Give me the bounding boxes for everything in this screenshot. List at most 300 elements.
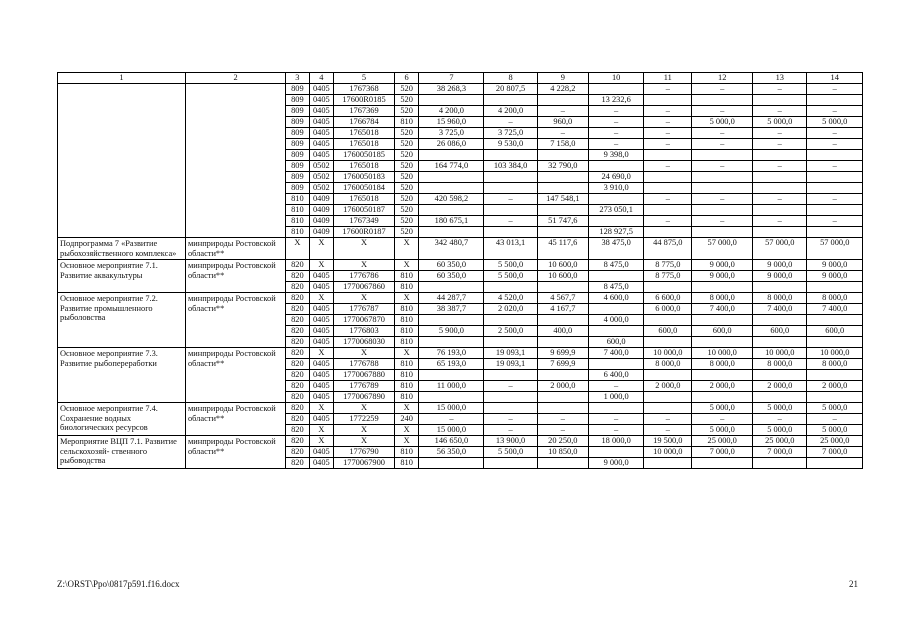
code-cell: 520 — [394, 227, 419, 238]
amount-cell — [484, 403, 537, 414]
header-cell: 12 — [692, 73, 753, 84]
header-cell: 8 — [484, 73, 537, 84]
code-cell: 810 — [394, 117, 419, 128]
table-row — [58, 436, 863, 447]
amount-cell — [537, 172, 588, 183]
code-cell: 820 — [286, 315, 309, 326]
code-cell: 17600R0185 — [334, 95, 395, 106]
amount-cell: 13 900,0 — [484, 436, 537, 447]
amount-cell: 10 600,0 — [537, 260, 588, 271]
amount-cell: – — [588, 106, 643, 117]
amount-cell — [692, 337, 753, 348]
code-cell: 810 — [394, 370, 419, 381]
executor: минприроды Ростовской области** — [185, 293, 285, 348]
code-cell: 0502 — [309, 183, 334, 194]
code-cell: 0405 — [309, 84, 334, 95]
amount-cell: 8 000,0 — [807, 293, 863, 304]
code-cell: 520 — [394, 95, 419, 106]
program-description — [58, 84, 186, 238]
amount-cell: 10 000,0 — [692, 348, 753, 359]
table-row — [58, 260, 863, 271]
amount-cell — [419, 392, 484, 403]
amount-cell — [419, 370, 484, 381]
amount-cell: 57 000,0 — [807, 238, 863, 260]
amount-cell: 600,0 — [588, 337, 643, 348]
amount-cell: – — [484, 425, 537, 436]
amount-cell — [537, 227, 588, 238]
amount-cell: 9 000,0 — [753, 260, 807, 271]
code-cell: 810 — [286, 227, 309, 238]
amount-cell — [588, 194, 643, 205]
amount-cell: 8 475,0 — [588, 260, 643, 271]
amount-cell — [807, 458, 863, 469]
amount-cell: – — [807, 414, 863, 425]
amount-cell — [644, 150, 692, 161]
code-cell: 17600R0187 — [334, 227, 395, 238]
executor: минприроды Ростовской области** — [185, 436, 285, 469]
code-cell: 1770067900 — [334, 458, 395, 469]
code-cell: 820 — [286, 304, 309, 315]
code-cell: X — [286, 238, 309, 260]
amount-cell: 2 500,0 — [484, 326, 537, 337]
amount-cell — [753, 282, 807, 293]
amount-cell: 7 000,0 — [753, 447, 807, 458]
amount-cell: 2 000,0 — [753, 381, 807, 392]
code-cell: 0405 — [309, 150, 334, 161]
header-cell: 2 — [185, 73, 285, 84]
code-cell: 1770067870 — [334, 315, 395, 326]
code-cell: X — [394, 403, 419, 414]
code-cell: 1767369 — [334, 106, 395, 117]
amount-cell: 38 387,7 — [419, 304, 484, 315]
program-description: Основное мероприятие 7.4. Сохранение водных биологических ресурсов — [58, 403, 186, 436]
amount-cell: – — [753, 106, 807, 117]
amount-cell: – — [644, 216, 692, 227]
code-cell: X — [334, 403, 395, 414]
amount-cell: 15 960,0 — [419, 117, 484, 128]
amount-cell: – — [537, 414, 588, 425]
amount-cell: 5 500,0 — [484, 447, 537, 458]
code-cell: 820 — [286, 392, 309, 403]
amount-cell: 26 086,0 — [419, 139, 484, 150]
amount-cell: 20 250,0 — [537, 436, 588, 447]
amount-cell: – — [692, 106, 753, 117]
budget-table — [57, 72, 863, 469]
amount-cell: – — [753, 414, 807, 425]
amount-cell: 128 927,5 — [588, 227, 643, 238]
amount-cell: 32 790,0 — [537, 161, 588, 172]
amount-cell: 38 268,3 — [419, 84, 484, 95]
amount-cell — [588, 447, 643, 458]
amount-cell — [588, 84, 643, 95]
amount-cell: 19 500,0 — [644, 436, 692, 447]
amount-cell: – — [484, 414, 537, 425]
code-cell: 820 — [286, 425, 309, 436]
amount-cell: 3 725,0 — [484, 128, 537, 139]
amount-cell: 9 000,0 — [753, 271, 807, 282]
table-header-row — [58, 73, 863, 84]
amount-cell — [753, 95, 807, 106]
amount-cell — [484, 370, 537, 381]
amount-cell: – — [484, 216, 537, 227]
amount-cell: 57 000,0 — [692, 238, 753, 260]
code-cell: 1776789 — [334, 381, 395, 392]
code-cell: X — [334, 260, 395, 271]
amount-cell: – — [484, 194, 537, 205]
amount-cell: 9 000,0 — [692, 260, 753, 271]
code-cell: 1770067880 — [334, 370, 395, 381]
amount-cell: 65 193,0 — [419, 359, 484, 370]
header-cell: 1 — [58, 73, 186, 84]
amount-cell: 25 000,0 — [753, 436, 807, 447]
code-cell: 0405 — [309, 447, 334, 458]
amount-cell: 2 020,0 — [484, 304, 537, 315]
table-body — [58, 73, 863, 469]
code-cell: 0405 — [309, 458, 334, 469]
code-cell: 809 — [286, 95, 309, 106]
amount-cell — [537, 282, 588, 293]
amount-cell — [753, 227, 807, 238]
code-cell: 1772259 — [334, 414, 395, 425]
code-cell: 520 — [394, 205, 419, 216]
amount-cell — [753, 150, 807, 161]
amount-cell — [753, 183, 807, 194]
code-cell: X — [309, 293, 334, 304]
code-cell: 0409 — [309, 205, 334, 216]
code-cell: 820 — [286, 282, 309, 293]
amount-cell — [807, 172, 863, 183]
table-row — [58, 293, 863, 304]
amount-cell: 103 384,0 — [484, 161, 537, 172]
amount-cell: 6 000,0 — [644, 304, 692, 315]
amount-cell: – — [807, 84, 863, 95]
amount-cell: 9 530,0 — [484, 139, 537, 150]
program-description: Основное мероприятие 7.1. Развитие аквакультуры — [58, 260, 186, 293]
amount-cell: 38 475,0 — [588, 238, 643, 260]
amount-cell: 4 567,7 — [537, 293, 588, 304]
page-number: 21 — [849, 579, 858, 589]
amount-cell — [644, 315, 692, 326]
amount-cell: 2 000,0 — [807, 381, 863, 392]
amount-cell — [588, 216, 643, 227]
code-cell: 820 — [286, 403, 309, 414]
code-cell: 1765018 — [334, 161, 395, 172]
amount-cell: 600,0 — [753, 326, 807, 337]
amount-cell: – — [692, 84, 753, 95]
amount-cell: 4 167,7 — [537, 304, 588, 315]
code-cell: 820 — [286, 436, 309, 447]
code-cell: 809 — [286, 161, 309, 172]
code-cell: 810 — [394, 326, 419, 337]
amount-cell: 25 000,0 — [807, 436, 863, 447]
code-cell: X — [309, 348, 334, 359]
code-cell: 0405 — [309, 414, 334, 425]
code-cell: 1776788 — [334, 359, 395, 370]
amount-cell — [692, 392, 753, 403]
amount-cell: 3 725,0 — [419, 128, 484, 139]
amount-cell — [484, 172, 537, 183]
amount-cell — [692, 227, 753, 238]
code-cell: 0405 — [309, 106, 334, 117]
table-row — [58, 238, 863, 260]
amount-cell: 5 500,0 — [484, 260, 537, 271]
table-row — [58, 348, 863, 359]
code-cell: 520 — [394, 216, 419, 227]
amount-cell: 9 000,0 — [807, 271, 863, 282]
amount-cell — [588, 403, 643, 414]
code-cell: 809 — [286, 84, 309, 95]
code-cell: X — [309, 436, 334, 447]
code-cell: 0405 — [309, 304, 334, 315]
amount-cell: 11 000,0 — [419, 381, 484, 392]
code-cell: 520 — [394, 139, 419, 150]
amount-cell — [537, 403, 588, 414]
code-cell: X — [334, 425, 395, 436]
code-cell: 810 — [394, 271, 419, 282]
code-cell: 820 — [286, 348, 309, 359]
amount-cell — [484, 183, 537, 194]
amount-cell: – — [692, 194, 753, 205]
amount-cell — [537, 337, 588, 348]
executor: минприроды Ростовской области** — [185, 348, 285, 403]
amount-cell: 7 699,9 — [537, 359, 588, 370]
header-cell: 4 — [309, 73, 334, 84]
code-cell: 0405 — [309, 359, 334, 370]
code-cell: 520 — [394, 84, 419, 95]
amount-cell — [753, 392, 807, 403]
amount-cell — [588, 326, 643, 337]
amount-cell — [753, 370, 807, 381]
amount-cell: 7 158,0 — [537, 139, 588, 150]
amount-cell: – — [753, 216, 807, 227]
amount-cell — [588, 271, 643, 282]
amount-cell — [484, 150, 537, 161]
code-cell: 820 — [286, 447, 309, 458]
amount-cell: – — [807, 216, 863, 227]
amount-cell: 15 000,0 — [419, 403, 484, 414]
amount-cell: – — [419, 414, 484, 425]
code-cell: 809 — [286, 117, 309, 128]
amount-cell: 4 600,0 — [588, 293, 643, 304]
amount-cell — [419, 337, 484, 348]
amount-cell: – — [644, 425, 692, 436]
amount-cell: 600,0 — [692, 326, 753, 337]
amount-cell: – — [753, 161, 807, 172]
amount-cell: – — [484, 117, 537, 128]
amount-cell — [753, 337, 807, 348]
amount-cell: – — [644, 194, 692, 205]
code-cell: 810 — [286, 205, 309, 216]
code-cell: 1776790 — [334, 447, 395, 458]
amount-cell — [692, 150, 753, 161]
code-cell: X — [394, 238, 419, 260]
amount-cell: 9 699,9 — [537, 348, 588, 359]
amount-cell: 51 747,6 — [537, 216, 588, 227]
amount-cell: 2 000,0 — [644, 381, 692, 392]
amount-cell: 600,0 — [644, 326, 692, 337]
amount-cell: – — [807, 161, 863, 172]
code-cell: 0405 — [309, 95, 334, 106]
amount-cell — [588, 359, 643, 370]
amount-cell — [807, 227, 863, 238]
amount-cell: 147 548,1 — [537, 194, 588, 205]
code-cell: X — [334, 348, 395, 359]
amount-cell: – — [588, 117, 643, 128]
amount-cell: – — [588, 381, 643, 392]
amount-cell: 3 910,0 — [588, 183, 643, 194]
amount-cell: 7 400,0 — [692, 304, 753, 315]
amount-cell: 57 000,0 — [753, 238, 807, 260]
amount-cell — [644, 172, 692, 183]
amount-cell — [484, 315, 537, 326]
amount-cell — [419, 205, 484, 216]
amount-cell: 13 232,6 — [588, 95, 643, 106]
code-cell: 820 — [286, 414, 309, 425]
amount-cell — [644, 227, 692, 238]
amount-cell — [692, 370, 753, 381]
amount-cell — [807, 282, 863, 293]
amount-cell — [692, 458, 753, 469]
amount-cell — [484, 205, 537, 216]
code-cell: 820 — [286, 458, 309, 469]
amount-cell — [807, 150, 863, 161]
amount-cell: 20 807,5 — [484, 84, 537, 95]
code-cell: 1776803 — [334, 326, 395, 337]
amount-cell: – — [537, 106, 588, 117]
amount-cell: 7 000,0 — [692, 447, 753, 458]
amount-cell — [419, 315, 484, 326]
code-cell: 810 — [394, 359, 419, 370]
amount-cell: 7 400,0 — [807, 304, 863, 315]
amount-cell — [692, 282, 753, 293]
amount-cell: – — [692, 161, 753, 172]
code-cell: 0405 — [309, 282, 334, 293]
amount-cell — [484, 95, 537, 106]
amount-cell: – — [644, 139, 692, 150]
code-cell: X — [394, 348, 419, 359]
amount-cell: 180 675,1 — [419, 216, 484, 227]
amount-cell: 56 350,0 — [419, 447, 484, 458]
amount-cell — [644, 403, 692, 414]
program-description: Основное мероприятие 7.2. Развитие промышленного рыболовства — [58, 293, 186, 348]
amount-cell: 5 000,0 — [807, 403, 863, 414]
code-cell: 820 — [286, 370, 309, 381]
code-cell: 520 — [394, 194, 419, 205]
amount-cell: 6 600,0 — [644, 293, 692, 304]
code-cell: 820 — [286, 359, 309, 370]
code-cell: 820 — [286, 293, 309, 304]
amount-cell: – — [537, 128, 588, 139]
code-cell: 0405 — [309, 370, 334, 381]
amount-cell — [753, 315, 807, 326]
code-cell: 1760050187 — [334, 205, 395, 216]
amount-cell — [419, 150, 484, 161]
amount-cell — [484, 282, 537, 293]
amount-cell: – — [692, 128, 753, 139]
amount-cell: 60 350,0 — [419, 260, 484, 271]
code-cell: 810 — [394, 304, 419, 315]
header-cell: 9 — [537, 73, 588, 84]
amount-cell: – — [692, 414, 753, 425]
amount-cell — [807, 315, 863, 326]
amount-cell: – — [644, 128, 692, 139]
executor: минприроды Ростовской области** — [185, 238, 285, 260]
amount-cell: 8 775,0 — [644, 260, 692, 271]
amount-cell: – — [644, 414, 692, 425]
amount-cell: 7 400,0 — [753, 304, 807, 315]
code-cell: 0502 — [309, 172, 334, 183]
amount-cell — [644, 337, 692, 348]
amount-cell — [692, 95, 753, 106]
code-cell: X — [334, 293, 395, 304]
amount-cell: – — [807, 128, 863, 139]
amount-cell: 25 000,0 — [692, 436, 753, 447]
code-cell: X — [394, 425, 419, 436]
amount-cell: – — [753, 139, 807, 150]
code-cell: 820 — [286, 326, 309, 337]
amount-cell: 5 000,0 — [692, 425, 753, 436]
amount-cell — [537, 370, 588, 381]
code-cell: 820 — [286, 260, 309, 271]
table-row — [58, 84, 863, 95]
amount-cell — [537, 150, 588, 161]
table-row — [58, 403, 863, 414]
code-cell: 820 — [286, 271, 309, 282]
amount-cell: 5 000,0 — [753, 117, 807, 128]
amount-cell — [419, 95, 484, 106]
program-description: Основное мероприятие 7.3. Развитие рыбопереработки — [58, 348, 186, 403]
code-cell: X — [394, 260, 419, 271]
amount-cell: 164 774,0 — [419, 161, 484, 172]
amount-cell: – — [644, 161, 692, 172]
amount-cell: 4 200,0 — [419, 106, 484, 117]
code-cell: 0405 — [309, 271, 334, 282]
amount-cell — [484, 337, 537, 348]
amount-cell: 5 000,0 — [753, 403, 807, 414]
amount-cell: 45 117,6 — [537, 238, 588, 260]
code-cell: 520 — [394, 161, 419, 172]
amount-cell: 146 650,0 — [419, 436, 484, 447]
code-cell: 1767368 — [334, 84, 395, 95]
amount-cell: – — [588, 128, 643, 139]
code-cell: 1767349 — [334, 216, 395, 227]
amount-cell — [644, 183, 692, 194]
code-cell: 0405 — [309, 337, 334, 348]
amount-cell — [807, 205, 863, 216]
amount-cell: 8 000,0 — [753, 293, 807, 304]
amount-cell — [419, 227, 484, 238]
amount-cell: – — [644, 117, 692, 128]
code-cell: 0405 — [309, 392, 334, 403]
header-cell: 10 — [588, 73, 643, 84]
code-cell: 0502 — [309, 161, 334, 172]
amount-cell: 4 000,0 — [588, 315, 643, 326]
amount-cell — [644, 205, 692, 216]
amount-cell — [537, 458, 588, 469]
amount-cell: – — [484, 381, 537, 392]
amount-cell: 273 050,1 — [588, 205, 643, 216]
amount-cell: 9 398,0 — [588, 150, 643, 161]
amount-cell: 24 690,0 — [588, 172, 643, 183]
amount-cell — [419, 458, 484, 469]
amount-cell — [419, 183, 484, 194]
amount-cell: 44 875,0 — [644, 238, 692, 260]
amount-cell: 8 000,0 — [644, 359, 692, 370]
amount-cell — [807, 392, 863, 403]
amount-cell — [753, 172, 807, 183]
executor: минприроды Ростовской области** — [185, 260, 285, 293]
code-cell: 809 — [286, 128, 309, 139]
